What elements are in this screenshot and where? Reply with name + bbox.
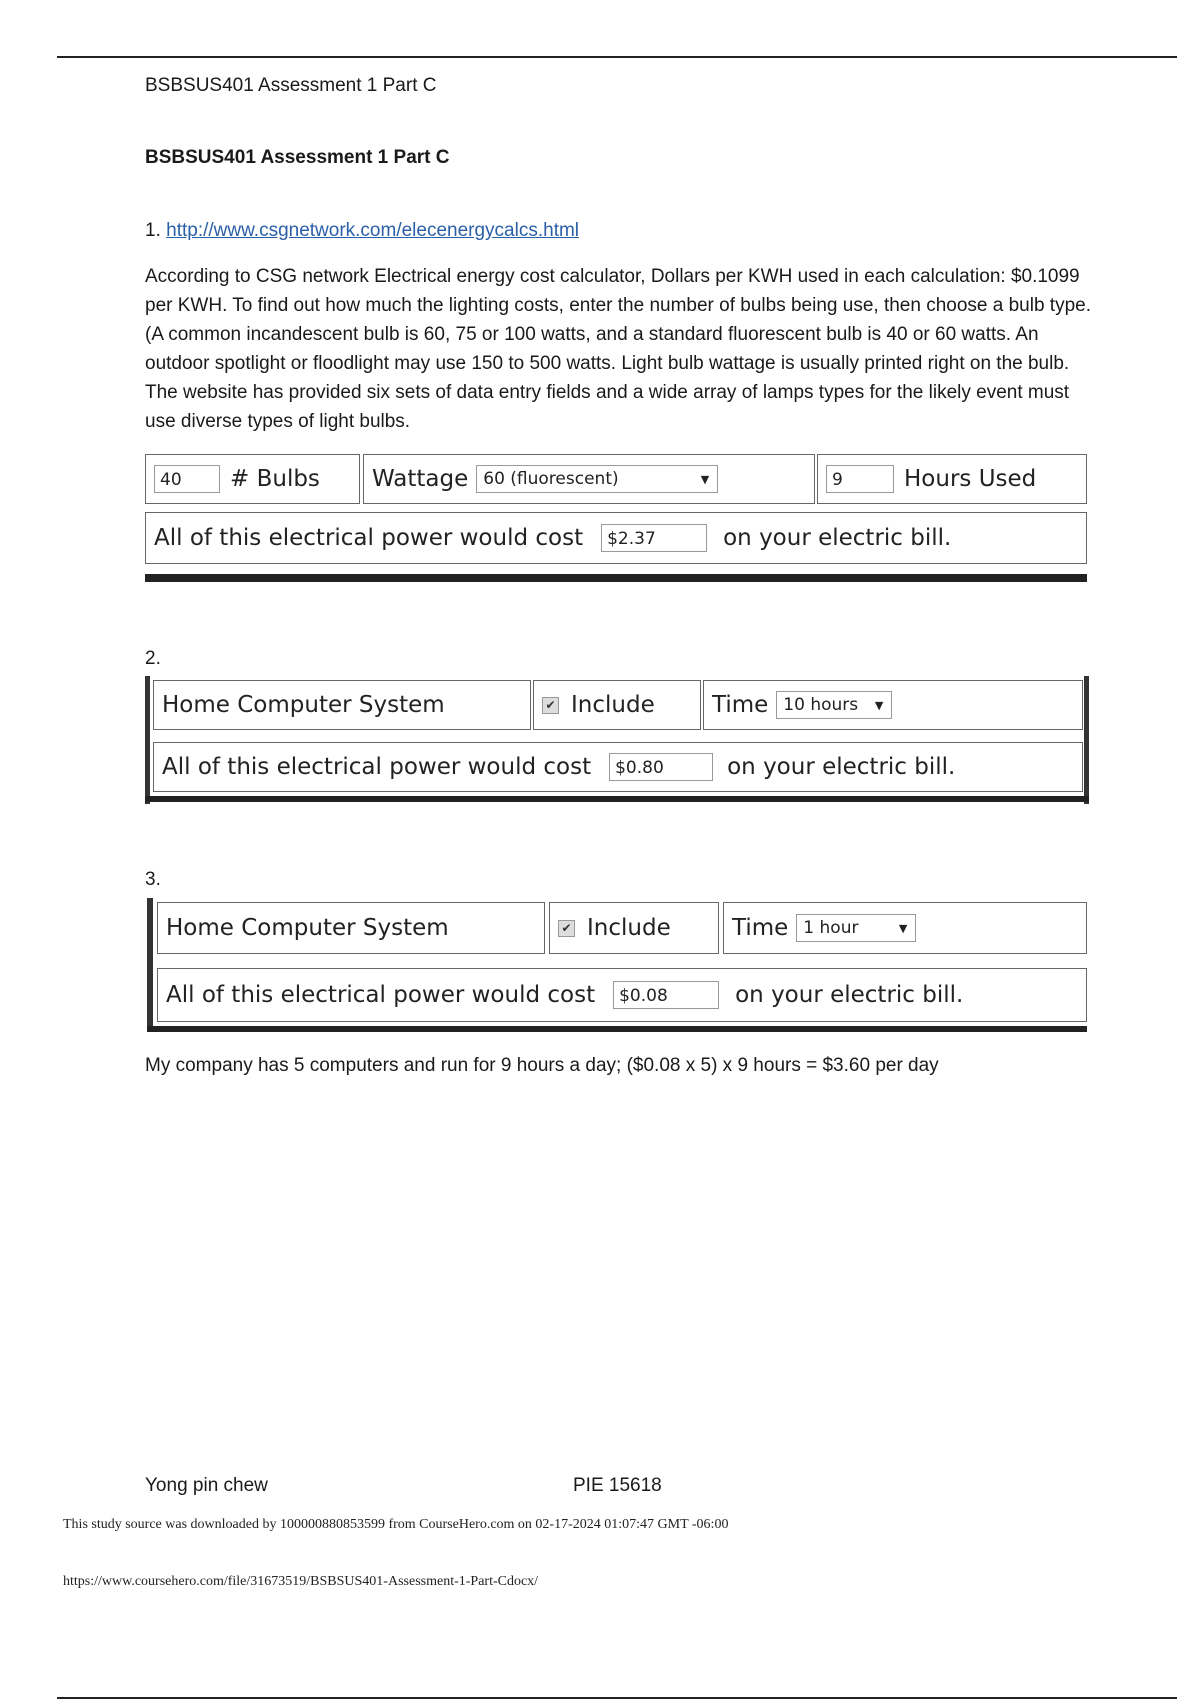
checkmark-icon[interactable]: ✔ <box>558 920 575 937</box>
cost-prefix: All of this electrical power would cost <box>154 525 584 551</box>
page-header: BSBSUS401 Assessment 1 Part C <box>145 75 437 96</box>
cost-suffix: on your electric bill. <box>735 982 964 1008</box>
lighting-calculator <box>145 454 1087 584</box>
cost-prefix: All of this electrical power would cost <box>166 982 596 1008</box>
question-2-number: 2. <box>145 648 161 669</box>
source-url: https://www.coursehero.com/file/31673519/BSBSUS401-Assessment-1-Part-Cdocx/ <box>63 1574 539 1589</box>
caret-down-icon: ▼ <box>700 472 710 486</box>
time-select[interactable] <box>796 914 916 942</box>
cost-row <box>145 512 1087 564</box>
time-label: Time <box>732 915 789 941</box>
include-cell <box>549 902 719 954</box>
top-rule <box>57 56 1177 58</box>
system-cell <box>153 680 531 730</box>
include-cell <box>533 680 701 730</box>
widget-bottom-bar <box>147 1026 1087 1032</box>
system-label: Home Computer System <box>166 915 449 941</box>
source-notice: This study source was downloaded by 100000880853599 from CourseHero.com on 02-17-2024 01:07:47 GMT -06:00 <box>63 1517 729 1532</box>
document-title: BSBSUS401 Assessment 1 Part C <box>145 147 450 168</box>
include-label: Include <box>571 692 655 718</box>
cost-suffix: on your electric bill. <box>727 754 956 780</box>
hours-input[interactable]: 9 <box>826 465 894 493</box>
widget-right-bar <box>1084 676 1089 804</box>
include-label: Include <box>587 915 671 941</box>
widget-bottom-bar <box>145 796 1089 802</box>
wattage-selected: 60 (fluorescent) <box>483 469 619 489</box>
author-name: Yong pin chew <box>145 1475 268 1496</box>
time-cell <box>703 680 1083 730</box>
bulbs-cell <box>145 454 360 504</box>
caret-down-icon: ▼ <box>898 921 908 935</box>
computer-calculator-2 <box>145 676 1089 804</box>
cost-row <box>153 742 1083 792</box>
summary-text: My company has 5 computers and run for 9 hours a day; ($0.08 x 5) x 9 hours = $3.60 per day <box>145 1055 939 1076</box>
bulbs-label: # Bulbs <box>230 466 320 492</box>
cost-output: $2.37 <box>601 524 707 552</box>
widget-bottom-bar <box>145 574 1087 582</box>
wattage-cell <box>363 454 815 504</box>
wattage-select[interactable] <box>476 465 718 493</box>
checkmark-icon[interactable]: ✔ <box>542 697 559 714</box>
widget-left-bar <box>145 676 150 804</box>
student-id: PIE 15618 <box>573 1475 662 1496</box>
hours-cell <box>817 454 1087 504</box>
time-select[interactable] <box>776 691 892 719</box>
computer-calculator-3 <box>147 898 1087 1034</box>
caret-down-icon: ▼ <box>874 698 884 712</box>
calculator-link[interactable]: http://www.csgnetwork.com/elecenergycalcs.html <box>166 220 580 241</box>
cost-output: $0.80 <box>609 753 713 781</box>
system-cell <box>157 902 545 954</box>
time-cell <box>723 902 1087 954</box>
time-selected: 10 hours <box>783 695 859 715</box>
system-label: Home Computer System <box>162 692 445 718</box>
cost-suffix: on your electric bill. <box>723 525 952 551</box>
hours-label: Hours Used <box>904 466 1037 492</box>
question-1 <box>145 219 579 243</box>
cost-output: $0.08 <box>613 981 719 1009</box>
question-1-number: 1. <box>145 220 161 241</box>
widget-left-bar <box>147 898 153 1032</box>
question-3-number: 3. <box>145 869 161 890</box>
time-label: Time <box>712 692 769 718</box>
bottom-rule <box>57 1697 1177 1699</box>
explanation-paragraph: According to CSG network Electrical energy cost calculator, Dollars per KWH used in each calculation: $0.1099 per KWH. To find out how much the lighting costs, enter the number of bulbs being use, then choose a bulb type. (A common incandescent bulb is 60, 75 or 100 watts, and a standard fluorescent bulb is 40 or 60 watts. An outdoor spotlight or floodlight may use 150 to 500 watts. Light bulb wattage is usually printed right on the bulb. The website has provided six sets of data entry fields and a wide array of lamps types for the likely event must use diverse types of light bulbs. <box>145 266 1091 432</box>
bulbs-input[interactable]: 40 <box>154 465 220 493</box>
wattage-label: Wattage <box>372 466 469 492</box>
cost-row <box>157 968 1087 1022</box>
cost-prefix: All of this electrical power would cost <box>162 754 592 780</box>
time-selected: 1 hour <box>803 918 859 938</box>
